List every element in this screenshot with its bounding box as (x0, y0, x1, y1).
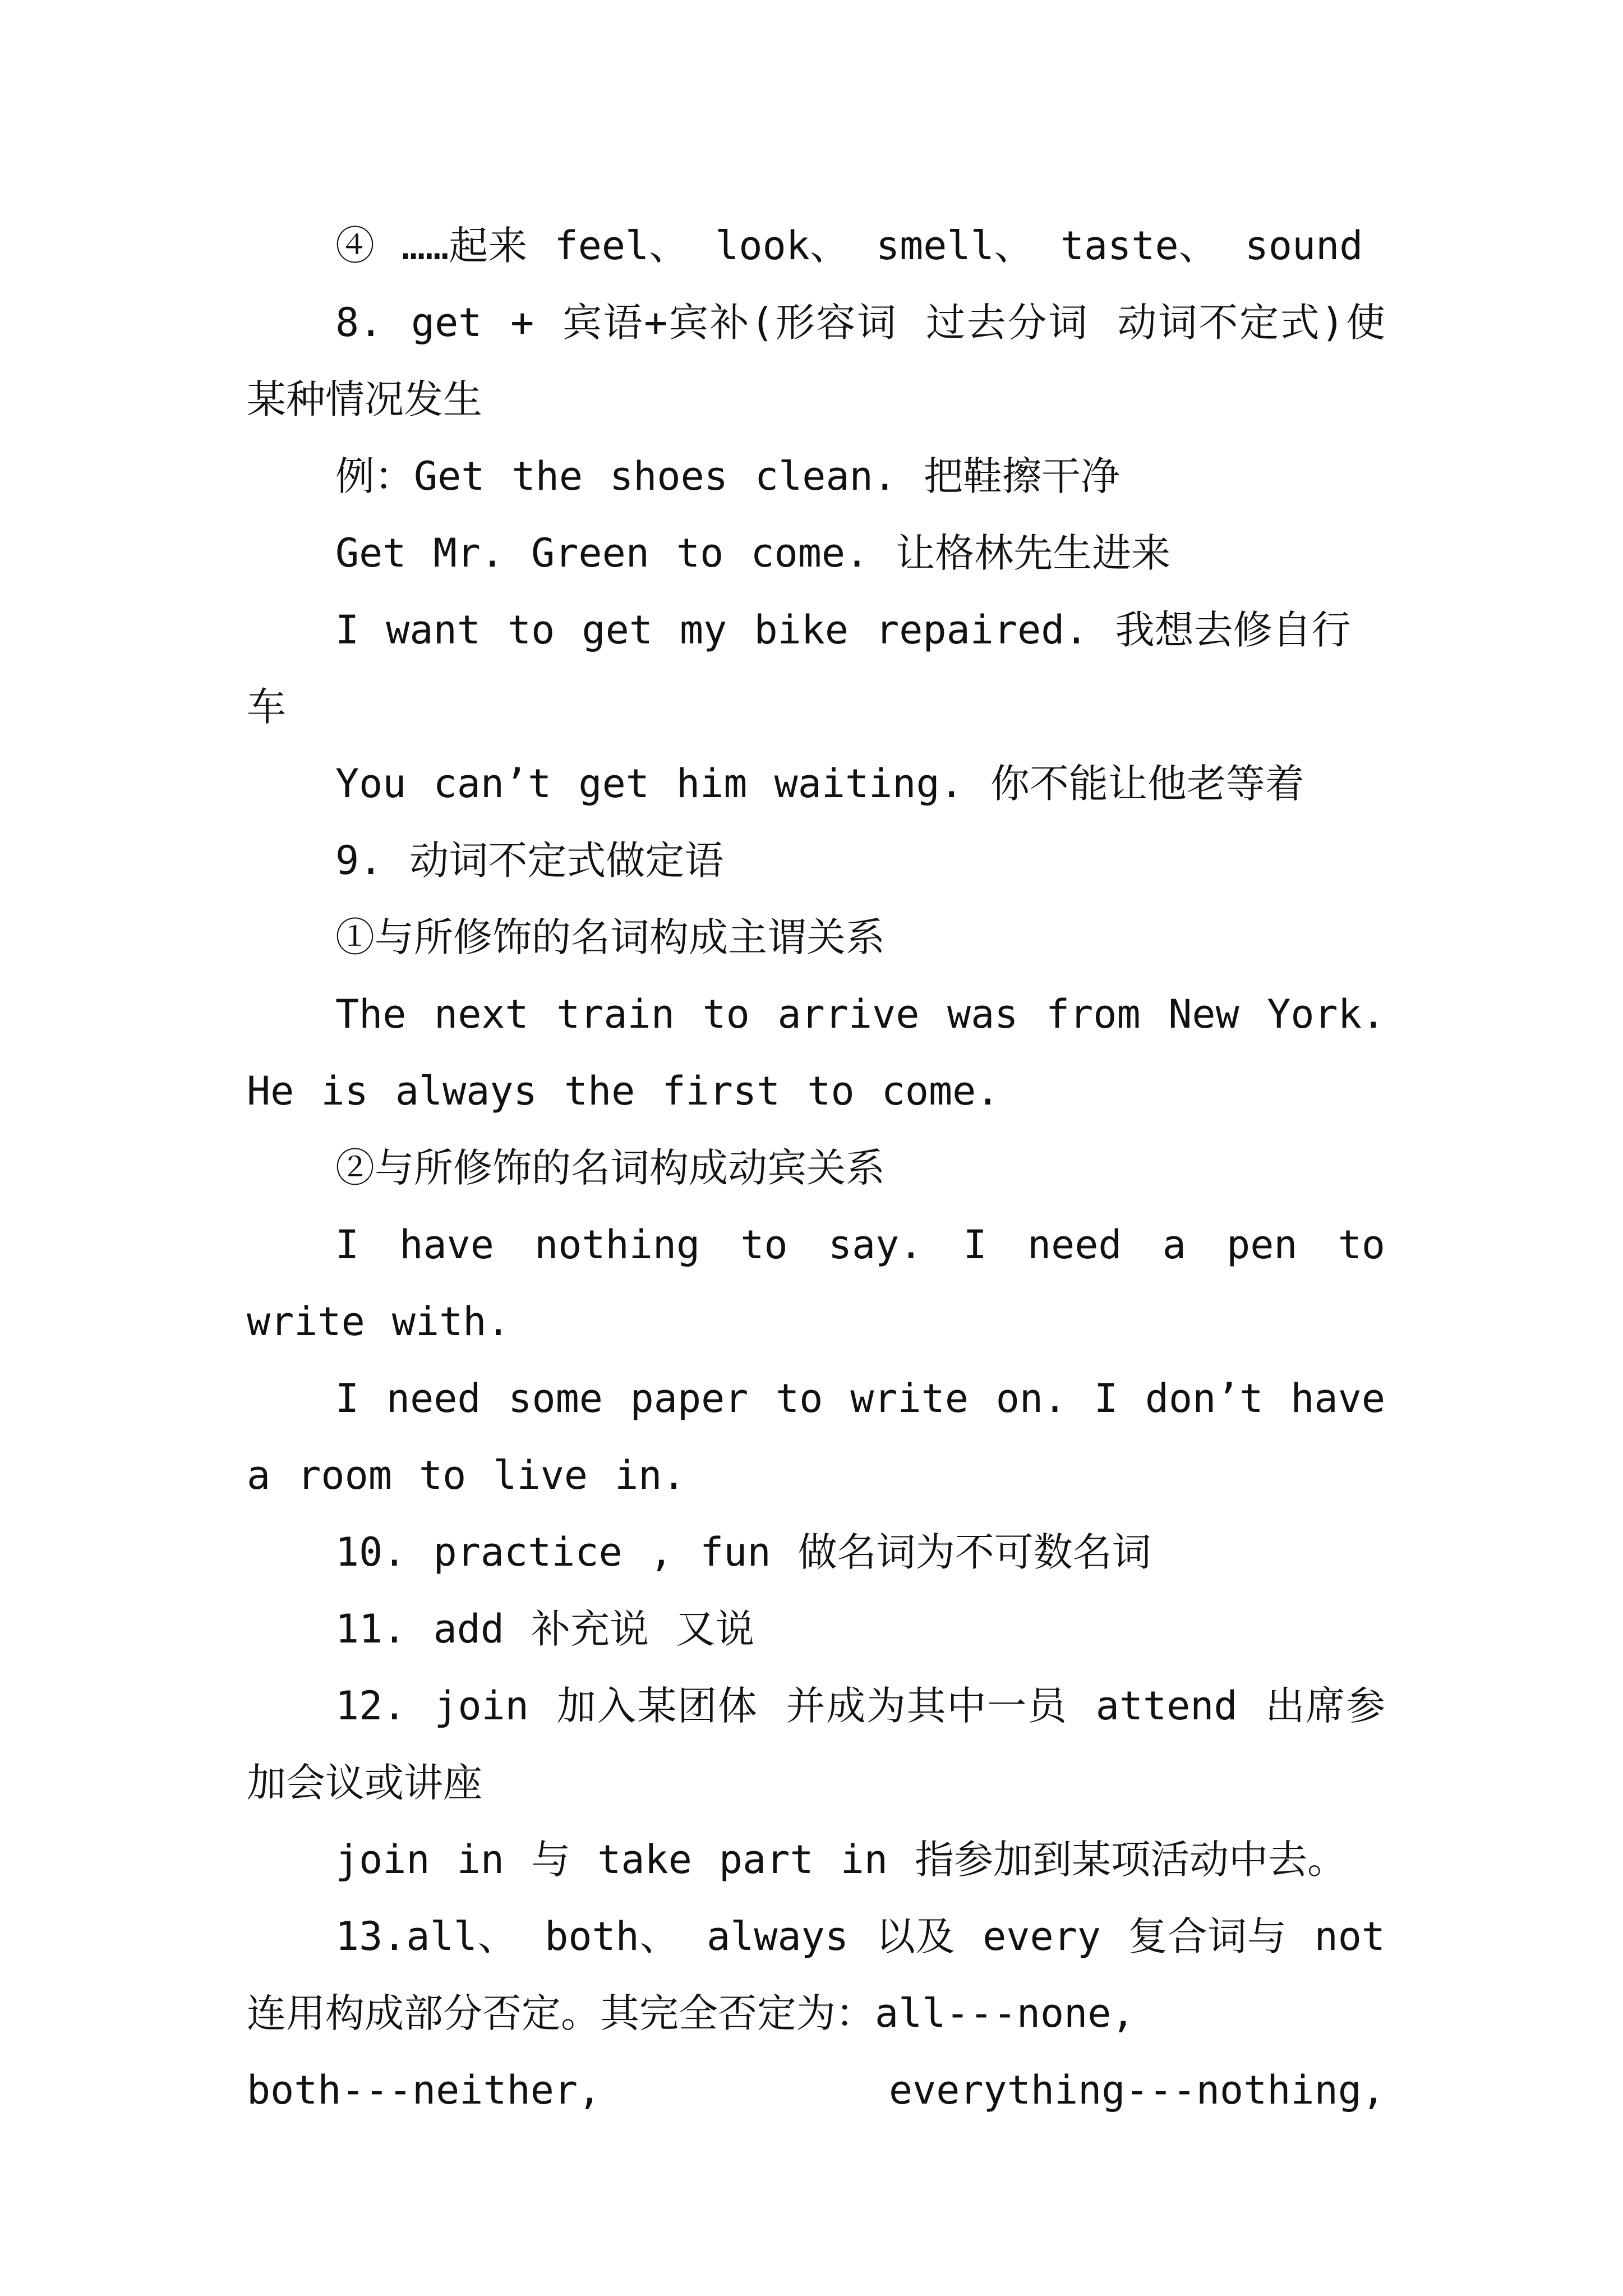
negation-pair-both: both---neither, (247, 2067, 602, 2113)
example-line-4: You can’t get him waiting. 你不能让他老等着 (335, 761, 1304, 807)
paragraph-item-12: 12. join 加入某团体 并成为其中一员 attend 出席参加会议或讲座 (247, 1683, 1385, 1806)
subpoint-subject-predicate: ①与所修饰的名词构成主谓关系 (335, 914, 885, 960)
example-line-3: I want to get my bike repaired. 我想去修自行车 (247, 607, 1351, 730)
paragraph-join-in: join in 与 take part in 指参加到某项活动中去。 (335, 1837, 1347, 1883)
example-verb-object-2: I need some paper to write on. I don’t have a room to live in. (247, 1375, 1385, 1498)
paragraph-sense-verbs: ④ ……起来 feel、 look、 smell、 taste、 sound (335, 223, 1363, 269)
subpoint-verb-object: ②与所修饰的名词构成动宾关系 (335, 1145, 885, 1191)
document-body (247, 208, 1385, 2129)
paragraph-item-13-continued (247, 2052, 1385, 2129)
paragraph-item-8: 8. get + 宾语+宾补(形容词 过去分词 动词不定式)使某种情况发生 (247, 300, 1385, 422)
paragraph-item-9: 9. 动词不定式做定语 (335, 838, 724, 884)
paragraph-item-11: 11. add 补充说 又说 (335, 1606, 755, 1652)
paragraph-item-13: 13.all、 both、 always 以及 every 复合词与 not 连用构成部分否定。其完全否定为：all---none, (247, 1913, 1385, 2036)
paragraph-item-10: 10. practice , fun 做名词为不可数名词 (335, 1529, 1151, 1575)
negation-pair-everything: everything---nothing, (888, 2067, 1385, 2113)
example-verb-object-1: I have nothing to say. I need a pen to write with. (247, 1222, 1385, 1345)
example-subject-predicate: The next train to arrive was from New York. He is always the first to come. (247, 991, 1385, 1114)
example-line-2: Get Mr. Green to come. 让格林先生进来 (335, 530, 1171, 576)
example-line-1: 例：Get the shoes clean. 把鞋擦干净 (335, 453, 1121, 499)
